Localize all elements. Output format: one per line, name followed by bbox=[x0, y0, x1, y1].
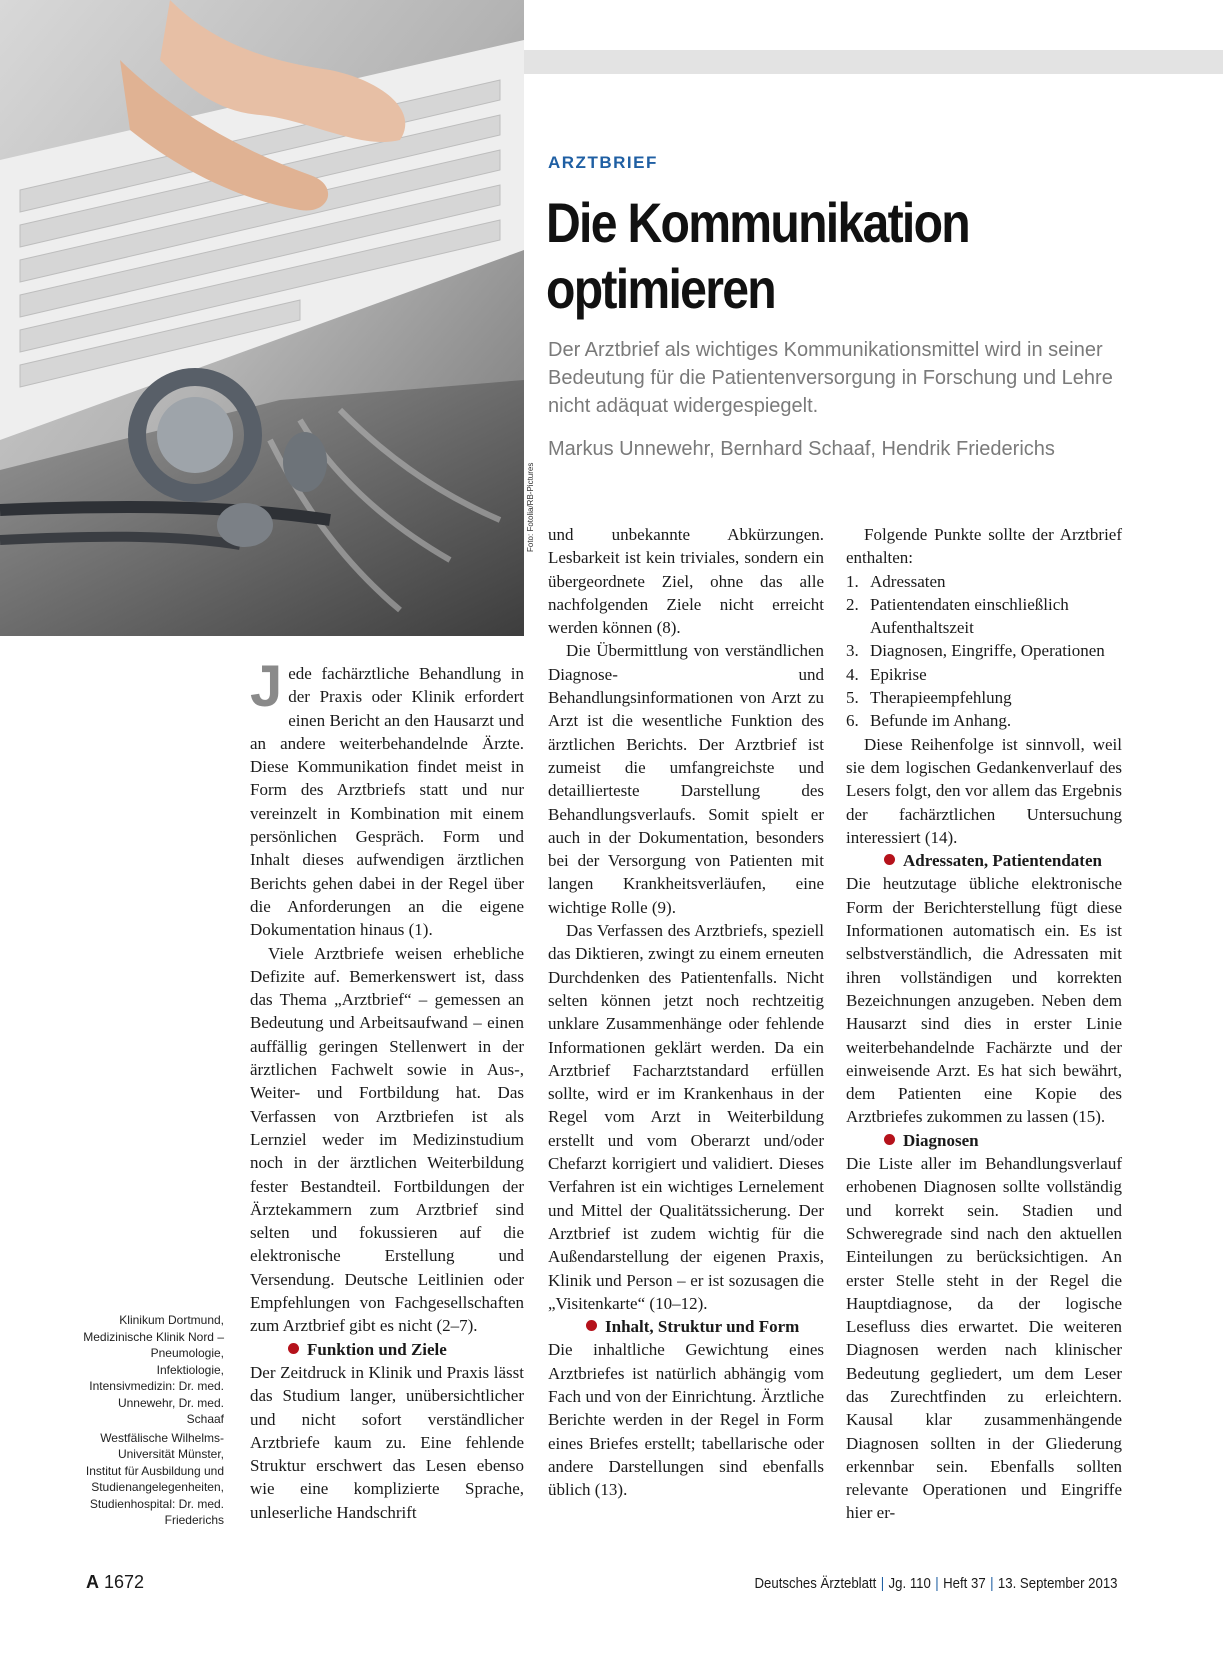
photo-credit: Foto: Fotolia/RB-Pictures bbox=[526, 462, 535, 552]
list-text: Diagnosen, Eingriffe, Operationen bbox=[870, 641, 1105, 661]
header-photo bbox=[0, 0, 524, 636]
subheading-text: Inhalt, Struktur und Form bbox=[605, 1317, 800, 1337]
list-item bbox=[846, 593, 1122, 640]
list-number: 2. bbox=[846, 594, 859, 614]
paragraph: Der Zeitdruck in Klinik und Praxis lässt das Studium langer, unübersichtlicher und nicht sofort verständlicher Arztbriefe kaum zu. Eine fehlende Struktur erschwert das Lesen ebenso wie eine komplizierte Sprache, unleserliche Handschrift bbox=[250, 1362, 524, 1522]
journal-date: 13. September 2013 bbox=[998, 1575, 1118, 1592]
title-line-2: optimieren bbox=[546, 257, 775, 320]
bullet-dot-icon bbox=[884, 854, 895, 865]
page-letter: A bbox=[86, 1572, 99, 1592]
page-number bbox=[86, 1572, 144, 1593]
footer-separator: | bbox=[881, 1575, 885, 1592]
subheading-text: Adressaten, Patientendaten bbox=[903, 851, 1102, 871]
journal-name: Deutsches Ärzteblatt bbox=[754, 1575, 877, 1592]
subheading bbox=[250, 1338, 524, 1361]
list-item bbox=[846, 570, 1122, 593]
text-column-1 bbox=[250, 654, 524, 1524]
article-title bbox=[546, 190, 1079, 322]
article-authors: Markus Unnewehr, Bernhard Schaaf, Hendrik Friederichs bbox=[548, 438, 1055, 460]
paragraph-text: ede fachärztliche Behandlung in der Praxis oder Klinik erfordert einen Bericht an den Hausarzt und an andere weiterbehandelnde Ärzte. Diese Kommunikation findet meist in Form des Arztbriefs statt und nur vereinzelt in Kombination mit einem persönlichen Gespräch. Form und Inhalt dieses aufwendigen ärztlichen Berichts gehen dabei in der Regel über die Anforderungen an die eigene Dokumentation hinaus (1). bbox=[250, 664, 524, 940]
list-number: 5. bbox=[846, 688, 859, 708]
bullet-dot-icon bbox=[288, 1343, 299, 1354]
journal-volume: Jg. 110 bbox=[889, 1575, 932, 1592]
keyboard-stethoscope-xray-photo bbox=[0, 0, 524, 636]
list-text: Adressaten bbox=[870, 571, 946, 591]
paragraph: Die heutzutage übliche elektronische Form der Berichterstellung fügt diese Informationen automatisch ein. Es ist selbstverständlich, die Adressaten mit ihren vollständigen und korrekten Bezeichnungen anzugeben. Neben dem Hausarzt sind dies in erster Linie weiterbehandelnde Fachärzte und der einweisende Arzt. Es hat sich bewährt, dem Patienten eine Kopie des Arztbriefes zukommen zu lassen (15). bbox=[846, 874, 1122, 1127]
subheading-text: Diagnosen bbox=[903, 1130, 979, 1150]
list-text: Therapieempfehlung bbox=[870, 688, 1012, 708]
paragraph: und unbekannte Abkürzungen. Lesbarkeit ist kein triviales, sondern ein übergeordnete Ziel, ohne das alle nachfolgenden Ziele nicht erreicht werden können (8). bbox=[548, 525, 824, 638]
list-item bbox=[846, 709, 1122, 732]
footer-separator: | bbox=[990, 1575, 994, 1592]
paragraph: Die Übermittlung von verständlichen Diagnose- und Behandlungsinformationen von Arzt zu Arzt ist die wesentliche Funktion des ärztlichen Berichts. Der Arztbrief ist zumeist die umfangreichste und detaillierteste Darstellung des Behandlungsverlaufs. Somit spielt er auch in der Dokumentation, besonders bei der Versorgung von Patienten mit langen Krankheitsverläufen, eine wichtige Rolle (9). bbox=[548, 641, 824, 917]
title-line-1: Die Kommunikation bbox=[546, 191, 969, 254]
text-column-3 bbox=[846, 523, 1122, 1525]
subheading bbox=[548, 1315, 824, 1338]
subheading bbox=[846, 849, 1122, 872]
affiliation: Westfälische Wilhelms-Universität Münster, Institut für Ausbildung und Studienangelegenheiten, Studienhospital: Dr. med. Friederichs bbox=[85, 1430, 224, 1527]
page-number-value: 1672 bbox=[104, 1572, 145, 1592]
list-item bbox=[846, 663, 1122, 686]
content-list bbox=[846, 570, 1122, 733]
list-number: 4. bbox=[846, 664, 859, 684]
paragraph: Diese Reihenfolge ist sinnvoll, weil sie dem logischen Gedankenverlauf des Lesers folgt, den vor allem das Ergebnis der fachärztlichen Untersuchung interessiert (14). bbox=[846, 734, 1122, 847]
list-item bbox=[846, 686, 1122, 709]
paragraph: Die Liste aller im Behandlungsverlauf erhobenen Diagnosen sollte vollständig und korrekt sein. Stadien und Schweregrade sind nach den aktuellen Einteilungen zu berücksichtigen. An erster Stelle steht in der Regel die Hauptdiagnose, da der logische Lesefluss dies erwartet. Die weiteren Diagnosen werden nach klinischer Bedeutung gegliedert, um dem Leser das Zurechtfinden zu erleichtern. Kausal klar zusammenhängende Diagnosen sollten in der Gliederung erkennbar sein. Ebenfalls sollten relevante Operationen und Eingriffe hier er- bbox=[846, 1154, 1122, 1523]
list-item bbox=[846, 639, 1122, 662]
journal-issue: Heft 37 bbox=[943, 1575, 987, 1592]
footer-separator: | bbox=[935, 1575, 940, 1592]
list-text: Epikrise bbox=[870, 664, 927, 684]
subheading-text: Funktion und Ziele bbox=[307, 1339, 447, 1359]
text-column-2 bbox=[548, 523, 824, 1501]
paragraph bbox=[250, 654, 524, 942]
article-lead: Der Arztbrief als wichtiges Kommunikationsmittel wird in seiner Bedeutung für die Patientenversorgung in Forschung und Lehre nicht adäquat widergespiegelt. bbox=[548, 339, 1113, 417]
paragraph: Die inhaltliche Gewichtung eines Arztbriefes ist natürlich abhängig vom Fach und von der Einrichtung. Ärztliche Berichte werden in der Regel in Form eines Briefes erstellt; tabellarische oder andere Darstellungen sind ebenfalls üblich (13). bbox=[548, 1340, 824, 1500]
author-affiliations bbox=[80, 1312, 224, 1531]
subheading bbox=[846, 1129, 1122, 1152]
paragraph: Folgende Punkte sollte der Arztbrief enthalten: bbox=[846, 525, 1122, 568]
affiliation: Klinikum Dortmund, Medizinische Klinik Nord – Pneumologie, Infektiologie, Intensivmedizin: Dr. med. Unnewehr, Dr. med. Schaaf bbox=[83, 1313, 224, 1426]
section-kicker: ARZTBRIEF bbox=[548, 153, 658, 172]
list-text: Patientendaten einschließlich Aufenthaltszeit bbox=[870, 594, 1069, 638]
list-number: 6. bbox=[846, 711, 859, 731]
drop-cap: J bbox=[250, 654, 283, 719]
list-text: Befunde im Anhang. bbox=[870, 711, 1012, 731]
bullet-dot-icon bbox=[586, 1320, 597, 1331]
list-number: 1. bbox=[846, 571, 859, 591]
paragraph: Viele Arztbriefe weisen erhebliche Defizite auf. Bemerkenswert ist, dass das Thema „Arztbrief“ – gemessen an Bedeutung und Arbeitsaufwand – einen auffällig geringen Stellenwert in der ärztlichen Fachwelt sowie in Aus-, Weiter- und Fortbildung hat. Das Verfassen von Arztbriefen ist als Lernziel weder im Medizinstudium noch in der ärztlichen Weiterbildung fester Bestandteil. Fortbildungen der Ärztekammern zum Arztbrief sind selten und fokussieren auf die elektronische Erstellung und Versendung. Deutsche Leitlinien oder Empfehlungen von Fachgesellschaften zum Arztbrief gibt es nicht (2–7). bbox=[250, 943, 524, 1336]
list-number: 3. bbox=[846, 641, 859, 661]
journal-footer bbox=[755, 1575, 1118, 1592]
header-bar bbox=[524, 50, 1223, 74]
paragraph: Das Verfassen des Arztbriefs, speziell das Diktieren, zwingt zu einem erneuten Durchdenken des Patientenfalls. Nicht selten können jetzt noch rechtzeitig unklare Zusammenhänge oder fehlende Informationen geklärt werden. Da ein Arztbrief Facharztstandard erfüllen sollte, wird er im Krankenhaus in der Regel vom Arzt in Weiterbildung erstellt und vom Oberarzt und/oder Chefarzt korrigiert und validiert. Dieses Verfahren ist ein wichtiges Lernelement und Mittel der Qualitätssicherung. Der Arztbrief ist zudem wichtig für die Außendarstellung der eigenen Praxis, Klinik und Person – er ist sozusagen die „Visitenkarte“ (10–12). bbox=[548, 921, 824, 1313]
bullet-dot-icon bbox=[884, 1134, 895, 1145]
